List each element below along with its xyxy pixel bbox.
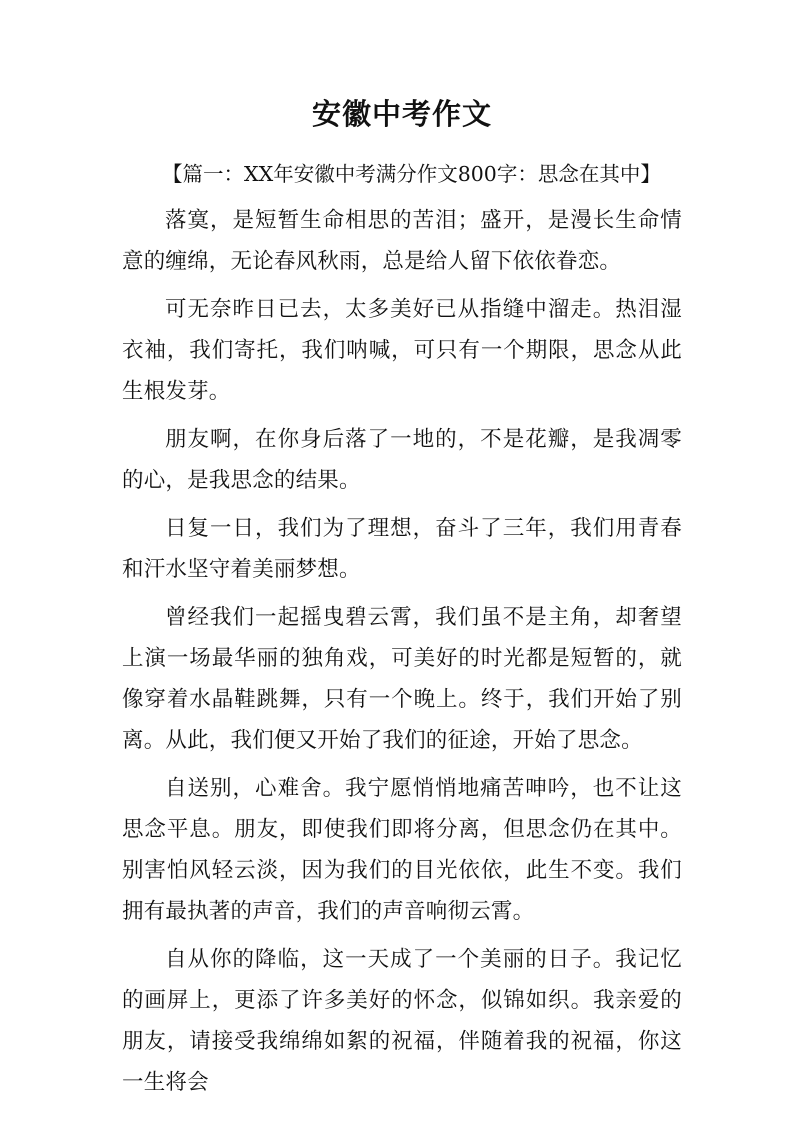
paragraph-6: 自送别，心难舍。我宁愿悄悄地痛苦呻吟，也不让这思念平息。朋友，即使我们即将分离，但思念仍在其中。别害怕风轻云淡，因为我们的目光依依，此生不变。我们拥有最执著的声音，我们的声音响彻云霄。	[122, 776, 682, 924]
essay-body	[122, 200, 682, 1103]
paragraph-2: 可无奈昨日已去，太多美好已从指缝中溜走。热泪湿衣袖，我们寄托，我们呐喊，可只有一个期限，思念从此生根发芽。	[122, 297, 682, 404]
paragraph-1: 落寞，是短暂生命相思的苦泪；盛开，是漫长生命情意的缠绵，无论春风秋雨，总是给人留下依依眷恋。	[122, 208, 682, 274]
paragraph-7: 自从你的降临，这一天成了一个美丽的日子。我记忆的画屏上，更添了许多美好的怀念，似锦如织。我亲爱的朋友，请接受我绵绵如絮的祝福，伴随着我的祝福，你这一生将会	[122, 947, 682, 1095]
document-title: 安徽中考作文	[311, 97, 492, 131]
paragraph-3: 朋友啊，在你身后落了一地的，不是花瓣，是我凋零的心，是我思念的结果。	[122, 427, 682, 493]
paragraph-4: 日复一日，我们为了理想，奋斗了三年，我们用青春和汗水坚守着美丽梦想。	[122, 516, 682, 582]
essay-subtitle: 【篇一：XX年安徽中考满分作文800字：思念在其中】	[162, 162, 661, 186]
paragraph-5: 曾经我们一起摇曳碧云霄，我们虽不是主角，却奢望上演一场最华丽的独角戏，可美好的时光都是短暂的，就像穿着水晶鞋跳舞，只有一个晚上。终于，我们开始了别离。从此，我们便又开始了我们的征途，开始了思念。	[122, 605, 682, 753]
